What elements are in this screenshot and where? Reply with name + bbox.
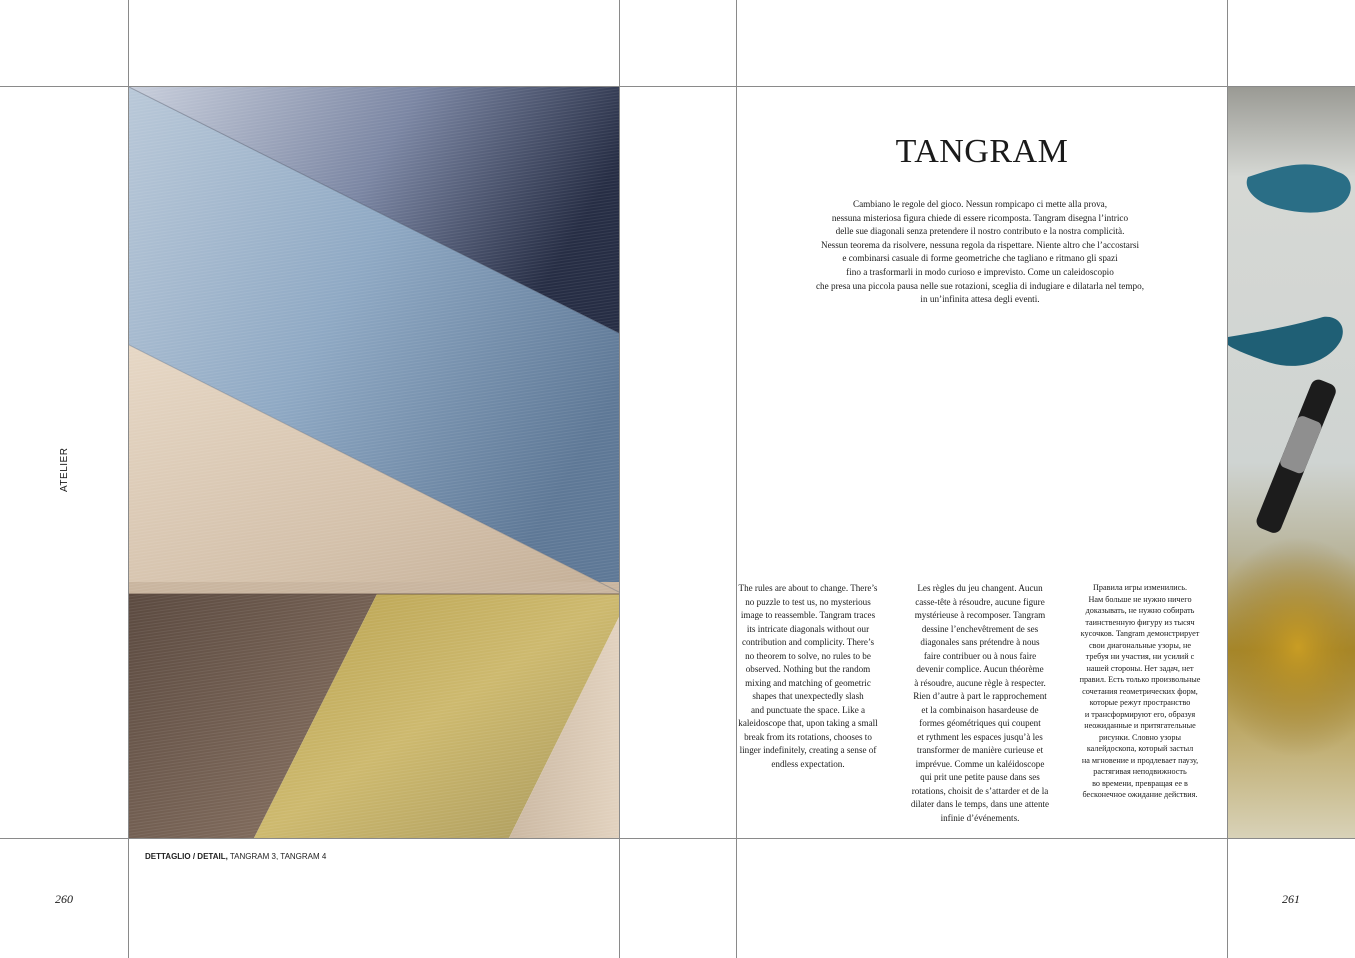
intro-italian [800, 198, 1160, 307]
french-line: casse-tête à résoudre, aucune figure [915, 596, 1045, 607]
french-line: Rien d’autre à part le rapprochement [913, 691, 1047, 701]
english-line: image to reassemble. Tangram traces [740, 610, 876, 620]
intro-line: delle sue diagonali senza pretendere il nostro contributo e la nostra complicità. [835, 226, 1125, 237]
intro-line: in un’infinita attesa degli eventi. [920, 294, 1040, 305]
side-photo [1228, 87, 1355, 838]
caption-label: DETTAGLIO / DETAIL, [145, 852, 228, 861]
english-line: mixing and matching of geometric [745, 677, 871, 688]
english-line: observed. Nothing but the random [745, 664, 871, 674]
english-line: its intricate diagonals without our [746, 623, 870, 634]
english-line: no puzzle to test us, no mysterious [745, 596, 871, 607]
russian-line: растягивая неподвижность [1093, 767, 1187, 776]
russian-line: требуя ни участия, ни усилий с [1085, 652, 1195, 661]
page-number-left: 260 [55, 892, 73, 906]
french-line: transformer de manière curieuse et [916, 745, 1044, 755]
english-line: kaleidoscope that, upon taking a small [738, 718, 878, 728]
english-line: endless expectation. [771, 758, 845, 769]
russian-line: бесконечное ожидание действия. [1082, 790, 1198, 799]
russian-line: свои диагональные узоры, не [1089, 640, 1191, 650]
russian-line: которые режут пространство [1089, 698, 1191, 707]
russian-line: нашей стороны. Нет задач, нет [1086, 663, 1194, 673]
french-line: mystérieuse à recomposer. Tangram [914, 610, 1046, 620]
french-line: dilater dans le temps, dans une attente [910, 799, 1050, 809]
english-line: and punctuate the space. Like a [750, 704, 866, 715]
french-line: diagonales sans prétendre à nous [920, 637, 1040, 647]
rule-col-2 [619, 0, 620, 958]
column-russian [1066, 582, 1214, 801]
english-line: contribution and complicity. There’s [741, 637, 875, 647]
russian-line: правил. Есть только произвольные [1079, 675, 1201, 684]
column-french [906, 582, 1054, 825]
column-english [734, 582, 882, 771]
french-line: devenir complice. Aucun théorème [916, 664, 1044, 674]
english-line: The rules are about to change. There’s [738, 583, 878, 593]
intro-line: Cambiano le regole del gioco. Nessun rompicapo ci mette alla prova, [852, 199, 1108, 209]
russian-line: сочетания геометрических форм, [1082, 686, 1198, 696]
russian-line: кусочков. Tangram демонстрирует [1080, 629, 1200, 638]
page-number-right: 261 [1282, 892, 1300, 906]
yellow-paint [1228, 537, 1355, 757]
french-line: rotations, choisit de s’attarder et de la [911, 785, 1049, 796]
russian-line: рисунки. Словно узоры [1099, 732, 1181, 742]
french-line: imprévue. Comme un kaléidoscope [915, 758, 1045, 769]
russian-line: таинственную фигуру из тысяч [1085, 617, 1195, 627]
russian-line: Правила игры изменились. [1093, 583, 1187, 592]
russian-line: на мгновение и продлевает паузу, [1081, 755, 1199, 765]
section-label: ATELIER [59, 447, 70, 492]
bottom-rule [0, 838, 1355, 839]
caption-text: TANGRAM 3, TANGRAM 4 [227, 852, 327, 861]
intro-line: e combinarsi casuale di forme geometriche che tagliano e ritmano gli spazi [842, 253, 1118, 264]
brushed-metal-panels [129, 87, 619, 838]
russian-line: неожиданные и притягательные [1084, 721, 1196, 730]
french-line: faire contribuer ou à nous faire [923, 650, 1037, 661]
english-line: break from its rotations, chooses to [744, 731, 872, 742]
intro-line: che presa una piccola pausa nelle sue rotazioni, sceglia di indugiare e dilatarla nel tempo, [815, 280, 1145, 291]
french-line: Les règles du jeu changent. Aucun [917, 583, 1043, 593]
image-caption [145, 852, 326, 861]
russian-line: и трансформируют его, образуя [1084, 709, 1196, 719]
french-line: qui prit une petite pause dans ses [920, 772, 1040, 782]
russian-line: доказывать, не нужно собирать [1085, 606, 1195, 615]
intro-line: nessuna misteriosa figura chiede di essere ricomposta. Tangram disegna l’intrico [831, 212, 1129, 223]
french-line: et rythment les espaces jusqu’à les [917, 731, 1043, 742]
detail-image [129, 87, 619, 838]
french-line: dessine l’enchevêtrement de ses [921, 623, 1039, 634]
english-line: linger indefinitely, creating a sense of [739, 745, 877, 755]
english-line: shapes that unexpectedly slash [752, 691, 864, 701]
english-line: no theorem to solve, no rules to be [745, 650, 871, 661]
russian-line: Нам больше не нужно ничего [1088, 594, 1192, 604]
french-line: à résoudre, aucune règle à respecter. [914, 677, 1046, 688]
french-line: formes géométriques qui coupent [919, 718, 1041, 728]
russian-line: во времени, превращая ее в [1092, 778, 1188, 788]
paintbrush-photo [1228, 87, 1355, 838]
intro-line: Nessun teorema da risolvere, nessuna regola da rispettare. Niente altro che l’accostarsi [820, 239, 1140, 250]
french-line: infinie d’événements. [940, 812, 1020, 823]
page-title: TANGRAM [895, 133, 1069, 170]
intro-line: fino a trasformarli in modo curioso e imprevisto. Come un caleidoscopio [846, 266, 1114, 277]
french-line: et la combinaison hasardeuse de [921, 704, 1039, 715]
russian-line: калейдоскопа, который застыл [1086, 744, 1194, 753]
